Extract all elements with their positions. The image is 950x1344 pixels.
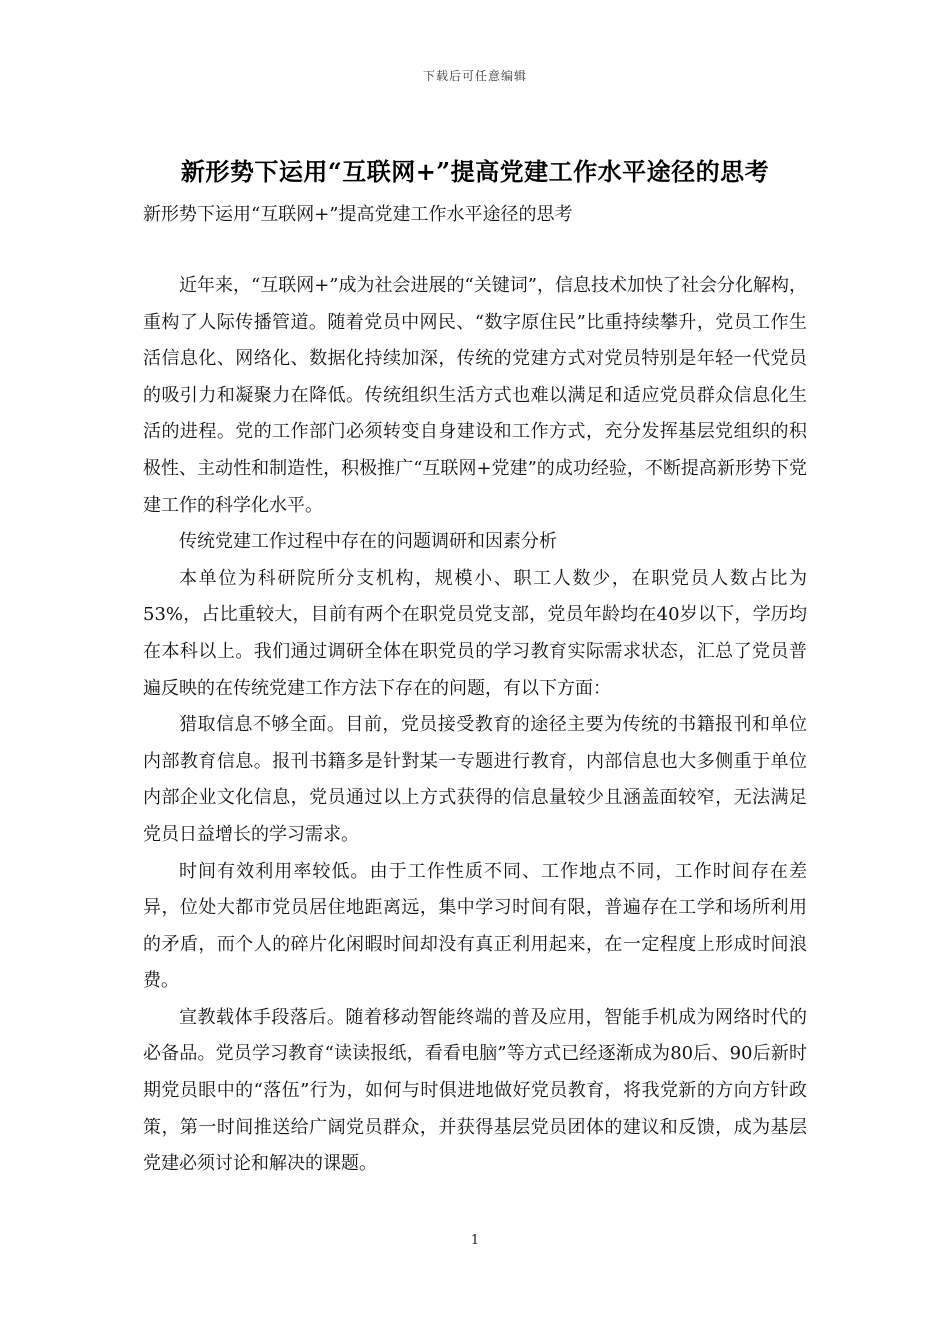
document-body bbox=[143, 268, 807, 1183]
page-number: 1 bbox=[470, 1233, 480, 1248]
paragraph-issue-information: 猎取信息不够全面。目前，党员接受教育的途径主要为传统的书籍报刊和单位内部教育信息。报刊书籍多是针對某一专题进行教育，内部信息也大多侧重于单位内部企业文化信息，党员通过以上方式获得的信息量较少且涵盖面较窄，无法满足党员日益增长的学习需求。 bbox=[143, 714, 807, 845]
header-note: 下载后可任意编辑 bbox=[422, 69, 527, 83]
document-title: 新形势下运用“互联网+”提高党建工作水平途径的思考 bbox=[180, 157, 770, 186]
document-subtitle: 新形势下运用“互联网+”提高党建工作水平途径的思考 bbox=[143, 204, 573, 225]
paragraph-unit-overview: 本单位为科研院所分支机构，规模小、职工人数少，在职党员人数占比为53%，占比重较大，目前有两个在职党员党支部，党员年龄均在40岁以下，学历均在本科以上。我们通过调研全体在职党员的学习教育实际需求状态，汇总了党员普遍反映的在传统党建工作方法下存在的问题，有以下方面： bbox=[143, 567, 807, 699]
paragraph-intro: 近年来，“互联网+”成为社会进展的“关键词”，信息技术加快了社会分化解构，重构了人际传播管道。随着党员中网民、“数字原住民”比重持续攀升，党员工作生活信息化、网络化、数据化持续加深，传统的党建方式对党员特别是年轻一代党员的吸引力和凝聚力在降低。传统组织生活方式也难以满足和适应党员群众信息化生活的进程。党的工作部门必须转变自身建设和工作方式，充分发挥基层党组织的积极性、主动性和制造性，积极推广“互联网+党建”的成功经验，不断提高新形势下党建工作的科学化水平。 bbox=[143, 275, 807, 516]
paragraph-issue-time: 时间有效利用率较低。由于工作性质不同、工作地点不同，工作时间存在差异，位处大都市党员居住地距离远，集中学习时间有限，普遍存在工学和场所利用的矛盾，而个人的碎片化闲暇时间却没有真正利用起来，在一定程度上形成时间浪费。 bbox=[143, 860, 807, 992]
paragraph-section-heading: 传统党建工作过程中存在的问题调研和因素分析 bbox=[179, 531, 557, 553]
paragraph-issue-media: 宣教载体手段落后。随着移动智能终端的普及应用，智能手机成为网络时代的必备品。党员学习教育“读读报纸，看看电脑”等方式已经逐渐成为80后、90后新时期党员眼中的“落伍”行为，如何与时俱进地做好党员教育，将我党新的方向方针政策，第一时间推送给广阔党员群众，并获得基层党员团体的建议和反馈，成为基层党建必须讨论和解决的课题。 bbox=[143, 1006, 807, 1175]
